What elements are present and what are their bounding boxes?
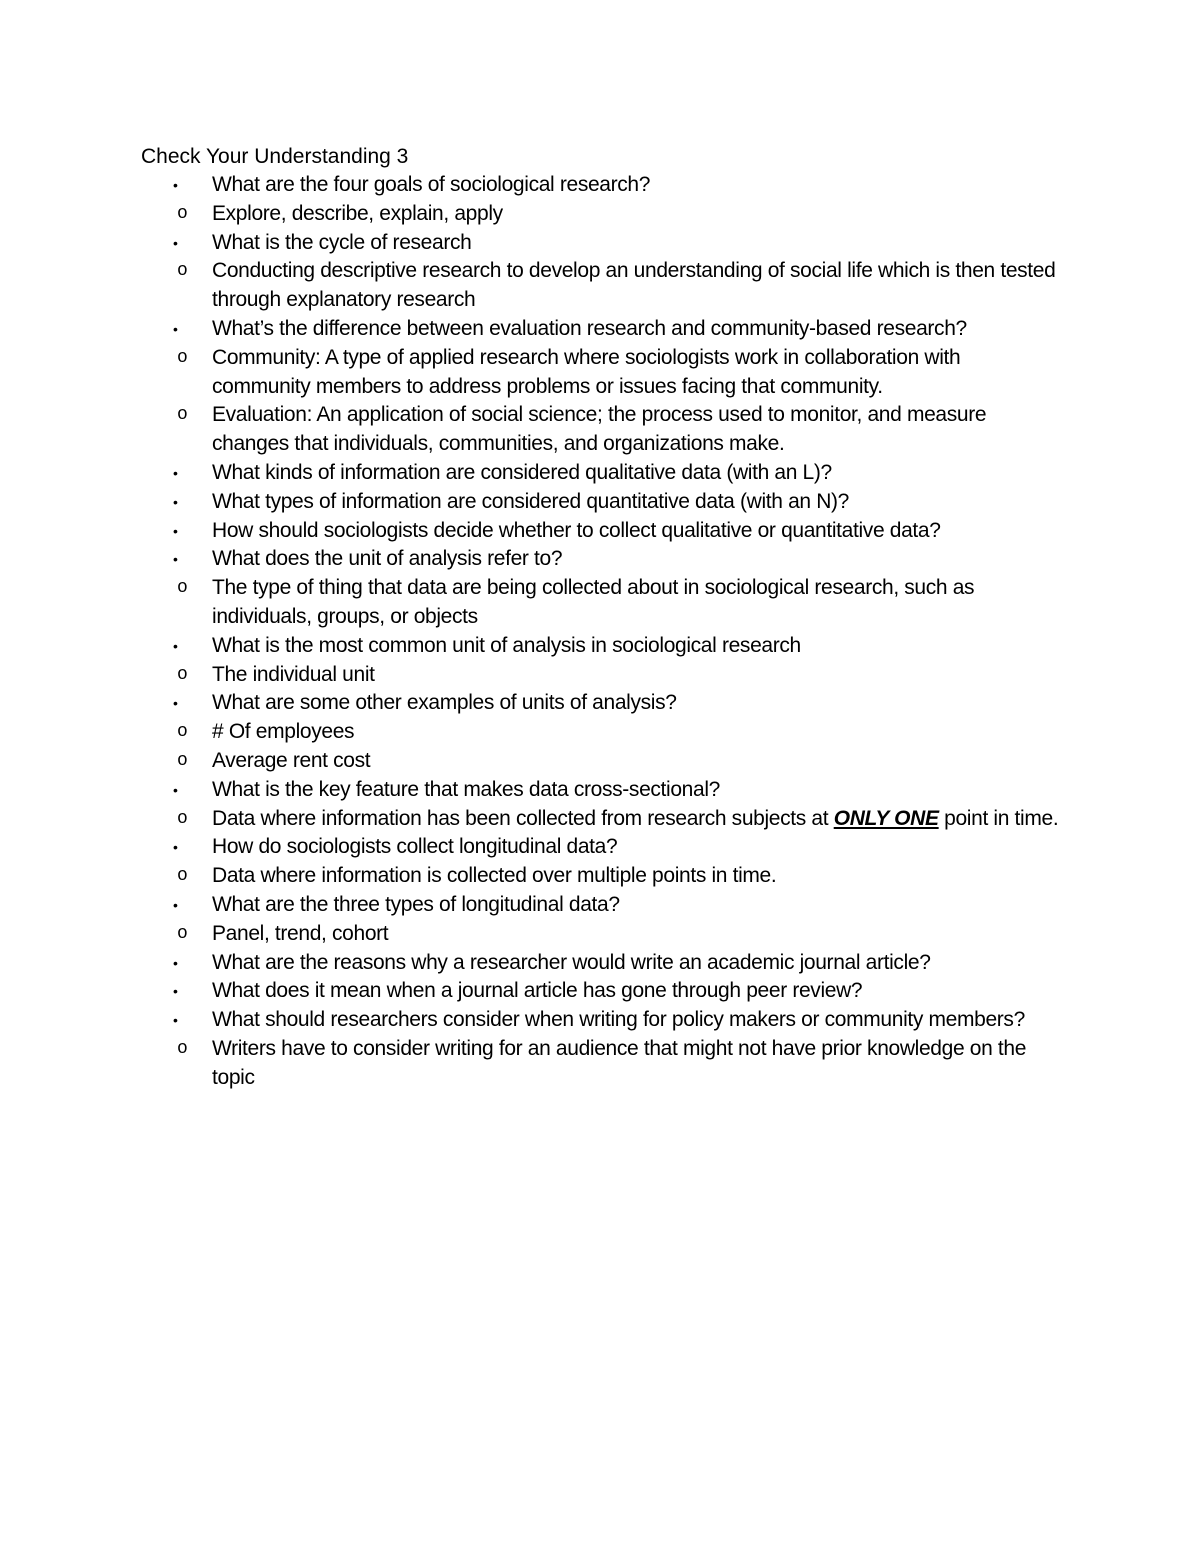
sub-bullet-icon: o	[177, 664, 188, 685]
bullet-icon: •	[173, 522, 178, 539]
sub-bullet-icon: o	[177, 1038, 188, 1059]
question-item	[141, 833, 1061, 862]
bullet-icon: •	[173, 464, 178, 481]
answer-text: The type of thing that data are being collected about in sociological research, such as individuals, groups, or objects	[212, 576, 975, 628]
question-item	[141, 545, 1061, 574]
answer-text: Evaluation: An application of social science; the process used to monitor, and measure changes that individuals, communities, and organizations make.	[212, 403, 987, 456]
question-text: What’s the difference between evaluation research and community-based research?	[212, 316, 967, 340]
bullet-icon: •	[173, 1012, 178, 1029]
question-item	[141, 488, 1061, 517]
answer-item	[141, 747, 1061, 776]
question-text: What should researchers consider when writing for policy makers or community members?	[212, 1008, 1025, 1032]
question-item	[141, 891, 1061, 920]
document-body	[141, 142, 1061, 1093]
answer-item	[141, 257, 1061, 315]
question-text: What is the key feature that makes data cross-sectional?	[212, 777, 720, 801]
question-text: How should sociologists decide whether to collect qualitative or quantitative data?	[212, 518, 941, 542]
answer-item	[141, 574, 1061, 632]
document-title: Check Your Understanding 3	[141, 145, 409, 168]
bullet-icon: •	[173, 839, 178, 856]
answer-text: Conducting descriptive research to develop an understanding of social life which is then tested through explanatory research	[212, 259, 1056, 312]
question-item	[141, 949, 1061, 978]
sub-bullet-icon: o	[177, 261, 188, 282]
bullet-icon: •	[173, 493, 178, 510]
question-text: What are the reasons why a researcher would write an academic journal article?	[212, 950, 931, 974]
sub-bullet-icon: o	[177, 722, 188, 743]
question-item	[141, 171, 1061, 200]
answer-text: Community: A type of applied research where sociologists work in collaboration with community members to address problems or issues facing that community.	[212, 345, 961, 398]
bullet-icon: •	[173, 954, 178, 971]
answer-text: # Of employees	[212, 720, 355, 744]
answer-item	[141, 718, 1061, 747]
question-item	[141, 689, 1061, 718]
answer-text: The individual unit	[212, 662, 375, 686]
bullet-icon: •	[173, 637, 178, 654]
bullet-icon: •	[173, 983, 178, 1000]
question-text: What are the four goals of sociological research?	[212, 173, 651, 196]
question-text: What is the most common unit of analysis in sociological research	[212, 633, 801, 657]
answer-text: Writers have to consider writing for an audience that might not have prior knowledge on the topic	[212, 1036, 1027, 1089]
answer-item	[141, 862, 1061, 891]
sub-bullet-icon: o	[177, 347, 188, 368]
question-item	[141, 977, 1061, 1006]
answer-item	[141, 200, 1061, 229]
answer-text	[212, 807, 1058, 830]
question-text: What are the three types of longitudinal data?	[212, 892, 620, 916]
question-text: What is the cycle of research	[212, 230, 472, 254]
answer-item	[141, 661, 1061, 690]
answer-text-after: point in time.	[938, 806, 1059, 830]
answer-item	[141, 805, 1061, 834]
bullet-icon: •	[173, 551, 178, 568]
answer-text: Panel, trend, cohort	[212, 921, 389, 945]
question-item	[141, 315, 1061, 344]
question-item	[141, 1006, 1061, 1035]
question-text: What does the unit of analysis refer to?	[212, 547, 563, 571]
question-text: What kinds of information are considered qualitative data (with an L)?	[212, 460, 832, 484]
sub-bullet-icon: o	[177, 750, 188, 771]
answer-item	[141, 344, 1061, 402]
question-text: What does it mean when a journal article has gone through peer review?	[212, 979, 863, 1003]
sub-bullet-icon: o	[177, 866, 188, 887]
bullet-icon: •	[173, 781, 178, 798]
bullet-icon: •	[173, 695, 178, 712]
sub-bullet-icon: o	[177, 405, 188, 426]
question-item	[141, 776, 1061, 805]
question-item	[141, 459, 1061, 488]
answer-text-before: Data where information has been collected from research subjects at	[212, 806, 834, 830]
sub-bullet-icon: o	[177, 578, 188, 599]
bullet-icon: •	[173, 234, 178, 251]
emphasis-text: ONLY ONE	[833, 806, 939, 830]
question-text: What types of information are considered quantitative data (with an N)?	[212, 489, 849, 513]
answer-text: Average rent cost	[212, 748, 371, 772]
answer-text: Explore, describe, explain, apply	[212, 201, 503, 225]
sub-bullet-icon: o	[177, 808, 188, 829]
answer-item	[141, 401, 1061, 459]
question-item	[141, 517, 1061, 546]
bullet-icon: •	[173, 320, 178, 337]
answer-text: Data where information is collected over multiple points in time.	[212, 864, 777, 888]
sub-bullet-icon: o	[177, 923, 188, 944]
sub-bullet-icon: o	[177, 203, 188, 224]
answer-item	[141, 920, 1061, 949]
question-item	[141, 229, 1061, 258]
bullet-icon: •	[173, 177, 178, 193]
question-list	[141, 171, 1061, 1093]
question-text: What are some other examples of units of analysis?	[212, 691, 677, 715]
question-item	[141, 632, 1061, 661]
answer-item	[141, 1035, 1061, 1093]
bullet-icon: •	[173, 896, 178, 913]
question-text: How do sociologists collect longitudinal data?	[212, 835, 618, 859]
